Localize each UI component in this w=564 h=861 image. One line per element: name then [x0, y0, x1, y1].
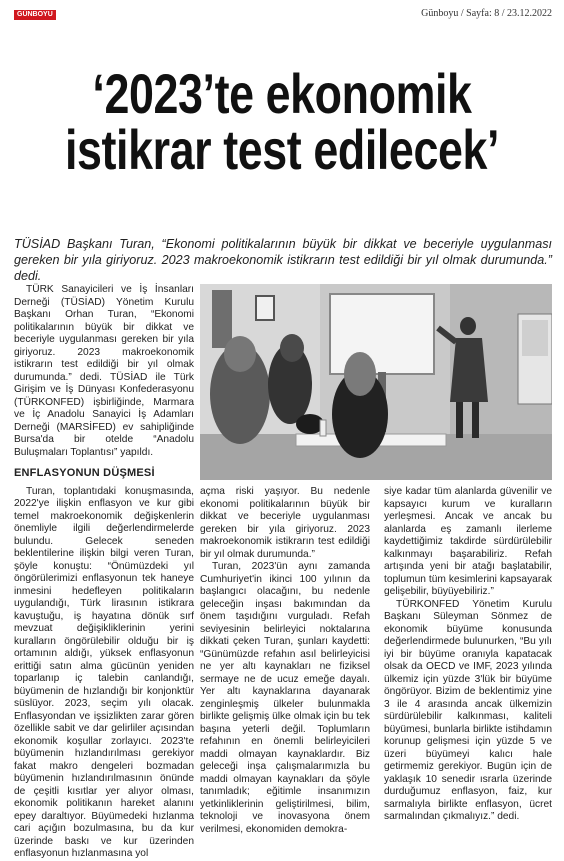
- headline-line-1: ‘2023’te ekonomik: [92, 62, 472, 125]
- body-paragraph: TÜRKONFED Yönetim Kurulu Başkanı Süleyman Sönmez de ekonomik büyüme konusunda değerlendirmede bulunurken, “Bu yılı iyi bir büyüme oranıyla kapatacak olsak da OECD ve IMF, 2023 yılında ülkemiz için yüzde 3'lük bir büyüme öngörüyor. Bizim de beklentimiz yine 3 ile 4 arasında ancak ülkemizin sürdürülebilir kalkınması, kaliteli büyümesi, bunlarla birlikte istihdamın korunup gelişmesi için yüzde 5 ve üzeri büyümeyi kalıcı hale getirmemiz gerekiyor. Bugün için de yaklaşık 10 senedir ısrarla üzerinde durduğumuz enflasyon, faiz, kur sarmalıyla birlikte enflasyon, ücret sarmalından çıkmalıyız.” dedi.: [384, 598, 552, 822]
- column-3: [384, 486, 552, 824]
- body-paragraph: Turan, toplantıdaki konuşmasında, 2022'ye ilişkin enflasyon ve kur gibi temel makroekonomik değişkenlerin önemliyle ilgili değerlendirmelerde bulundu. Gelecek seneden beklentilerine ilişkin bilgi veren Turan, şöyle konuştu: “Önümüzdeki yıl öngörülerimizi enflasyonun tek haneye inmesini hedefleyen politikaların uygulandığı, Türk lirasının istikrara kavuştuğu, iş hayatına dönük sırf mevzuat değişikliklerinin yerini kuralların öngörülebilir olduğu bir iş ortamının aldığı, yüksek enflasyonun erittiği satın alma gücünün yeniden toparlanıp iç talebin canlandığı, büyümenin de hızlandığı bir konjonktür süslüyor. 2023, seçim yılı olacak. Enflasyondan ve işsizlikten zarar gören özellikle sabit ve dar gelirliler açısından ekonomik koşullar zorlayıcı. 2023'te büyümenin hızlandırılması gerekiyor fakat makro dengeleri bozmadan büyümenin hızlandırılmasının önünde de çeşitli kısıtlar yer alıyor olması, ekonomik politikanın hareket alanını epey daraltıyor. Büyümedeki hızlanma cari açığın bozulmasına, bu da kur üzerinde baskı ve kur üzerinden enflasyonun hızlanmasına yol: [14, 485, 194, 859]
- headline: [56, 62, 507, 181]
- newspaper-logo: GÜNBOYU: [14, 10, 56, 20]
- headline-line-2: istikrar test edilecek’: [64, 118, 500, 181]
- body-paragraph: açma riski yaşıyor. Bu nedenle ekonomi politikalarının büyük bir dikkat ve beceriyle uygulanması gereken bir yıla giriyoruz. 2023 makroekonomik istikrarın test edildiği bir yıl olmak durumunda.”: [200, 486, 370, 560]
- body-paragraph: Turan, 2023'ün aynı zamanda Cumhuriyet'in ikinci 100 yılının da başlangıcı olacağını, bu nedenle geleceğin inşası bakımından da önem taşıdığını vurguladı. Refah seviyesinin belirleyici noktalarına dikkati çeken Turan, şunları kaydetti: “Günümüzde refahın asıl belirleyicisi ne yer altı kaynakları ne fiziksel sermaye ne de ucuz emeğe dayalı. Yer altı kaynaklarına dayanarak zenginleşmiş ülkeler bulunmakla birlikte gelişmiş ülke olmak için bu tek başına yeterli değil. Toplumların refahının en önemli belirleyicileri maddi olmayan kaynaklardır. Biz geleceği inşa çalışmalarımızla bu maddi olmayan kaynakları da şöyle tanımladık; eğitimle insanımızın yetkinliklerinin geliştirilmesi, bilim, teknoloji ve inovasyona önem verilmesi, ekonomiden demokra-: [200, 561, 370, 835]
- column-1: [14, 284, 194, 861]
- issue-info: Günboyu / Sayfa: 8 / 23.12.2022: [421, 8, 552, 19]
- meeting-photo: [200, 284, 552, 480]
- column-2: [200, 486, 370, 836]
- body-paragraph: siye kadar tüm alanlarda güvenilir ve kapsayıcı kurum ve kuralların yerleşmesi. Ancak ve ancak bu alanlarda eş zamanlı ilerleme kaydettiğimiz takdirde sürdürülebilir kalkınmayı başarabiliriz. Refah artışında yeni bir atağı başlatabilir, toplumun tüm kesimlerini kapsayarak gelişebilir, büyüyebiliriz.”: [384, 486, 552, 597]
- subheading: ENFLASYONUN DÜŞMESİ: [14, 467, 155, 479]
- masthead: [14, 8, 552, 24]
- article-spot: TÜSİAD Başkanı Turan, “Ekonomi politikalarının büyük bir dikkat ve beceriyle uygulanması gereken bir yıla giriyoruz. 2023 makroekonomik istikrarın test edildiği bir yıl olmak durumunda.” dedi.: [14, 237, 552, 283]
- lead-paragraph: TÜRK Sanayicileri ve İş İnsanları Derneği (TÜSİAD) Yönetim Kurulu Başkanı Orhan Turan, “Ekonomi politikalarının büyük bir dikkat ve beceriyle uygulanması gereken bir yıla giriyoruz. 2023 makroekonomik istikrarın test edildiği bir yıl olmak durumunda.” dedi. TÜSİAD ile Türk Girişim ve İş Dünyası Konfederasyonu (TÜRKONFED) işbirliğinde, Marmara ve İç Anadolu Sanayici İş Adamları Derneği (MARSİFED) ev sahipliğinde Bursa'da bir otelde “Anadolu Buluşmaları Toplantısı” yapıldı.: [14, 284, 194, 458]
- photo-image: [200, 284, 552, 480]
